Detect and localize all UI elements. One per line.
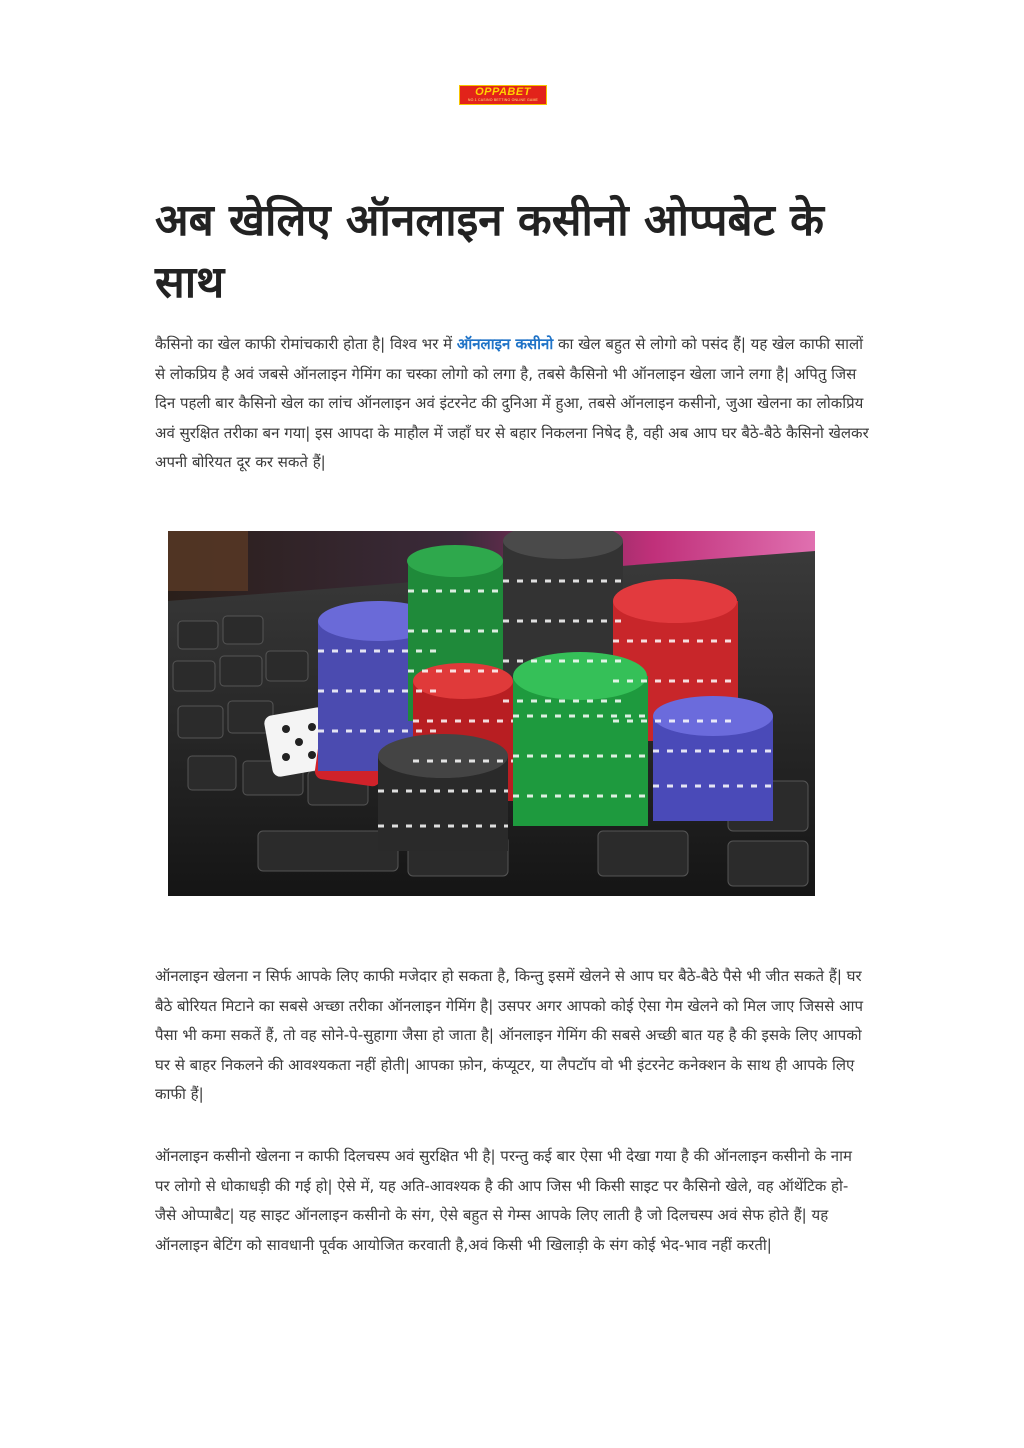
online-casino-link[interactable]: ऑनलाइन कसीनो xyxy=(456,335,554,353)
logo-tagline: NO.1 CASINO BETTING ONLINE GAME xyxy=(467,98,539,102)
casino-chips-image xyxy=(168,531,815,896)
benefits-paragraph: ऑनलाइन खेलना न सिर्फ आपके लिए काफी मजेदार हो सकता है, किन्तु इसमें खेलने से आप घर बैठे-बैठे पैसे भी जीत सकते हैं| घर बैठे बोरियत मिटाने का सबसे अच्छा तरीका ऑनलाइन गेमिंग है| उसपर अगर आपको कोई ऐसा गेम खेलने को मिल जाए जिससे आप पैसा भी कमा सकतें हैं, तो वह सोने-पे-सुहागा जैसा हो जाता है| ऑनलाइन गेमिंग की सबसे अच्छी बात यह है की इसके लिए आपको घर से बाहर निकलने की आवश्यकता नहीं होती| आपका फ़ोन, कंप्यूटर, या लैपटॉप वो भी इंटरनेट कनेक्शन के साथ ही आपके लिए काफी हैं| xyxy=(155,967,864,1103)
safety-paragraph: ऑनलाइन कसीनो खेलना न काफी दिलचस्प अवं सुरक्षित भी है| परन्तु कई बार ऐसा भी देखा गया है की ऑनलाइन कसीनो के नाम पर लोगो से धोकाधड़ी की गई हो| ऐसे में, यह अति-आवश्यक है की आप जिस भी किसी साइट पर कैसिनो खेले, वह ऑथेंटिक हो- जैसे ओप्पाबैट| यह साइट ऑनलाइन कसीनो के संग, ऐसे बहुत से गेम्स आपके लिए लाती है जो दिलचस्प अवं सेफ होते हैं| यह ऑनलाइन बेटिंग को सावधानी पूर्वक आयोजित करवाती है,अवं किसी भी खिलाड़ी के संग कोई भेद-भाव नहीं करती| xyxy=(155,1147,852,1254)
intro-text-before-link: कैसिनो का खेल काफी रोमांचकारी होता है| विश्व भर में xyxy=(155,335,457,353)
intro-text-after-link: का खेल बहुत से लोगो को पसंद हैं| यह खेल काफी सालों से लोकप्रिय है अवं जबसे ऑनलाइन गेमिंग का चस्का लोगो को लगा है, तबसे कैसिनो भी ऑनलाइन खेला जाने लगा है| अपितु जिस दिन पहली बार कैसिनो खेल का लांच ऑनलाइन अवं इंटरनेट की दुनिआ में हुआ, तबसे ऑनलाइन कसीनो, जुआ खेलना का लोकप्रिय अवं सुरक्षित तरीका बन गया| इस आपदा के माहौल में जहाँ घर से बहार निकलना निषेद है, वही अब आप घर बैठे-बैठे कैसिनो खेलकर अपनी बोरियत दूर कर सकते हैं| xyxy=(155,335,869,471)
intro-paragraph xyxy=(155,330,870,478)
logo-wordmark: OPPABET xyxy=(475,86,531,98)
oppabet-logo[interactable] xyxy=(459,85,547,105)
page-title: अब खेलिए ऑनलाइन कसीनो ओप्पबेट के साथ xyxy=(155,195,824,308)
